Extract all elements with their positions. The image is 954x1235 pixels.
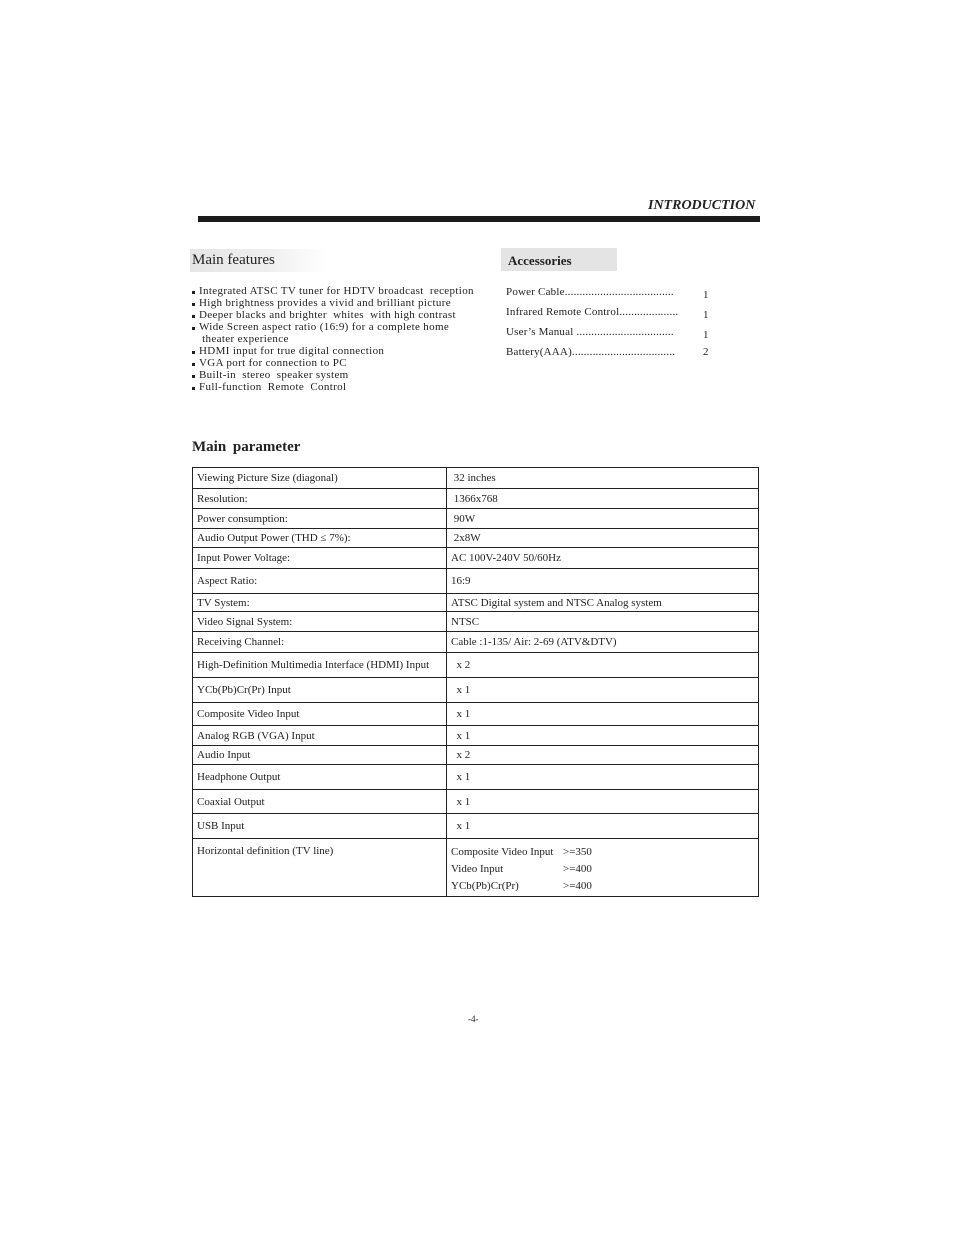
param-value: ATSC Digital system and NTSC Analog system bbox=[447, 594, 759, 612]
param-label: YCb(Pb)Cr(Pr) Input bbox=[193, 678, 447, 703]
feature-item: High brightness provides a vivid and brilliant picture bbox=[192, 297, 474, 309]
accessory-name: Infrared Remote Control.................... bbox=[506, 306, 679, 318]
hd-sub-value: >=400 bbox=[563, 862, 592, 875]
feature-item: VGA port for connection to PC bbox=[192, 357, 474, 369]
hd-sub-row bbox=[451, 843, 754, 860]
param-value: x 1 bbox=[447, 814, 759, 839]
param-label: TV System: bbox=[193, 594, 447, 612]
param-value: x 1 bbox=[447, 790, 759, 814]
param-value: 32 inches bbox=[447, 468, 759, 489]
param-value: 90W bbox=[447, 509, 759, 529]
hd-sub-value: >=350 bbox=[563, 845, 592, 858]
param-value: 1366x768 bbox=[447, 489, 759, 509]
accessory-item bbox=[506, 286, 716, 300]
param-label: Analog RGB (VGA) Input bbox=[193, 726, 447, 746]
table-row bbox=[193, 653, 759, 678]
features-title: Main features bbox=[192, 252, 275, 268]
param-value: 2x8W bbox=[447, 529, 759, 548]
table-row bbox=[193, 594, 759, 612]
table-row bbox=[193, 839, 759, 897]
param-label: High-Definition Multimedia Interface (HDMI) Input bbox=[193, 653, 447, 678]
table-row bbox=[193, 489, 759, 509]
param-value: x 1 bbox=[447, 678, 759, 703]
table-row bbox=[193, 569, 759, 594]
accessory-item bbox=[506, 326, 716, 340]
accessories-heading bbox=[501, 248, 617, 271]
accessory-item bbox=[506, 306, 716, 320]
accessory-name: User’s Manual ................................. bbox=[506, 326, 674, 338]
accessory-qty: 2 bbox=[703, 346, 709, 358]
accessory-qty: 1 bbox=[703, 289, 709, 301]
param-label: Power consumption: bbox=[193, 509, 447, 529]
param-label: Audio Input bbox=[193, 746, 447, 765]
header-rule bbox=[198, 216, 760, 222]
accessories-title: Accessories bbox=[508, 253, 572, 268]
feature-item: Wide Screen aspect ratio (16:9) for a complete home theater experience bbox=[192, 321, 474, 345]
param-label: Receiving Channel: bbox=[193, 632, 447, 653]
accessory-item bbox=[506, 346, 716, 360]
param-value: x 1 bbox=[447, 726, 759, 746]
table-row bbox=[193, 529, 759, 548]
hd-sub-row bbox=[451, 877, 754, 894]
param-label: Video Signal System: bbox=[193, 612, 447, 632]
accessory-name: Battery(AAA)................................... bbox=[506, 346, 676, 358]
param-value: x 2 bbox=[447, 746, 759, 765]
table-row bbox=[193, 509, 759, 529]
features-heading bbox=[190, 249, 326, 272]
param-label: Resolution: bbox=[193, 489, 447, 509]
param-value: 16:9 bbox=[447, 569, 759, 594]
param-label: Composite Video Input bbox=[193, 703, 447, 726]
feature-item: Integrated ATSC TV tuner for HDTV broadcast reception bbox=[192, 285, 474, 297]
feature-item: Built-in stereo speaker system bbox=[192, 369, 474, 381]
features-list bbox=[192, 285, 474, 393]
accessory-qty: 1 bbox=[703, 329, 709, 341]
table-row bbox=[193, 726, 759, 746]
param-value: AC 100V-240V 50/60Hz bbox=[447, 548, 759, 569]
page-number: -4- bbox=[468, 1014, 479, 1024]
accessory-qty: 1 bbox=[703, 309, 709, 321]
hd-sub-label: Video Input bbox=[451, 862, 504, 875]
table-row bbox=[193, 746, 759, 765]
param-label: Aspect Ratio: bbox=[193, 569, 447, 594]
param-value bbox=[447, 839, 759, 897]
param-value: Cable :1-135/ Air: 2-69 (ATV&DTV) bbox=[447, 632, 759, 653]
feature-item: Full-function Remote Control bbox=[192, 381, 474, 393]
param-label: Audio Output Power (THD ≤ 7%): bbox=[193, 529, 447, 548]
accessory-name: Power Cable..................................... bbox=[506, 286, 674, 298]
parameters-title: Main parameter bbox=[192, 439, 301, 455]
table-row bbox=[193, 548, 759, 569]
table-row bbox=[193, 703, 759, 726]
table-row bbox=[193, 632, 759, 653]
hd-sub-label: YCb(Pb)Cr(Pr) bbox=[451, 879, 519, 892]
table-row bbox=[193, 612, 759, 632]
section-title: INTRODUCTION bbox=[648, 198, 756, 213]
param-label: Headphone Output bbox=[193, 765, 447, 790]
table-row bbox=[193, 678, 759, 703]
table-row bbox=[193, 790, 759, 814]
feature-item: Deeper blacks and brighter whites with high contrast bbox=[192, 309, 474, 321]
param-label: Input Power Voltage: bbox=[193, 548, 447, 569]
param-value: x 2 bbox=[447, 653, 759, 678]
param-label: USB Input bbox=[193, 814, 447, 839]
feature-item: HDMI input for true digital connection bbox=[192, 345, 474, 357]
table-row bbox=[193, 814, 759, 839]
param-label: Coaxial Output bbox=[193, 790, 447, 814]
param-value: NTSC bbox=[447, 612, 759, 632]
hd-sub-label: Composite Video Input bbox=[451, 845, 554, 858]
table-row bbox=[193, 468, 759, 489]
table-row bbox=[193, 765, 759, 790]
param-value: x 1 bbox=[447, 765, 759, 790]
hd-sub-row bbox=[451, 860, 754, 877]
param-label: Horizontal definition (TV line) bbox=[193, 839, 447, 897]
hd-sub-value: >=400 bbox=[563, 879, 592, 892]
param-label: Viewing Picture Size (diagonal) bbox=[193, 468, 447, 489]
parameters-table bbox=[192, 467, 759, 897]
param-value: x 1 bbox=[447, 703, 759, 726]
